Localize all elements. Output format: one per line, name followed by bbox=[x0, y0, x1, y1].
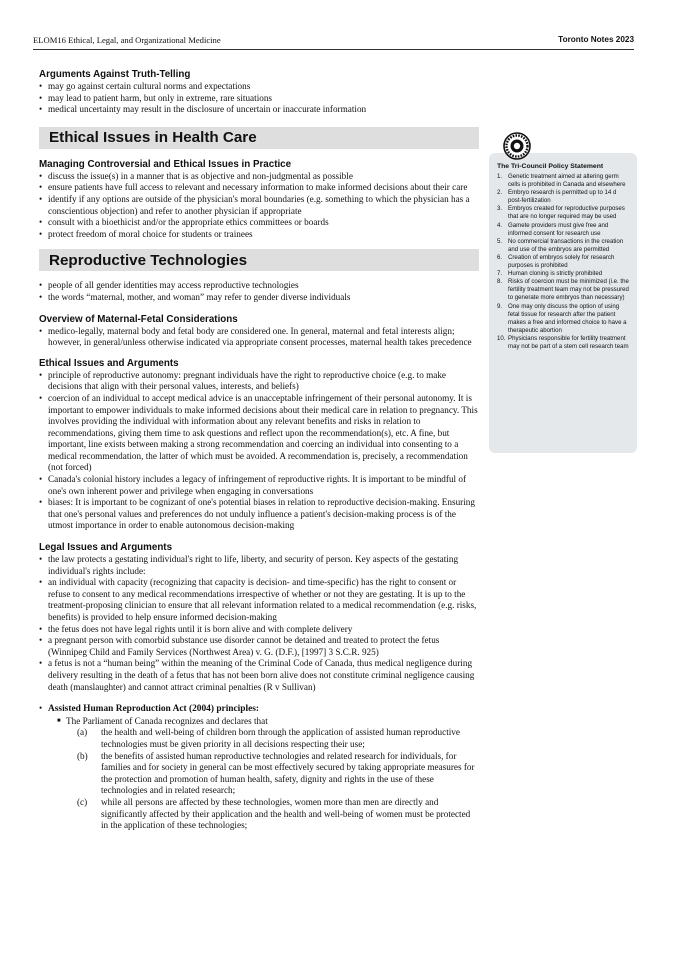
list-item: • people of all gender identities may access reproductive technologies bbox=[39, 280, 479, 292]
overview-heading: Overview of Maternal-Fetal Considerations bbox=[39, 313, 238, 325]
list-item: • the words “maternal, mother, and woman” may refer to gender diverse individuals bbox=[39, 292, 479, 304]
legal-arguments-list bbox=[39, 554, 479, 693]
tri-council-sidebar bbox=[489, 153, 637, 453]
list-item: • consult with a bioethicist and/or the appropriate ethics committees or boards bbox=[39, 217, 479, 229]
list-item: • ensure patients have full access to relevant and necessary information to make informed decisions about their care bbox=[39, 182, 479, 194]
ahra-heading: Assisted Human Reproduction Act (2004) principles: bbox=[48, 704, 260, 715]
ahra-clause bbox=[77, 750, 479, 797]
sidebar-item: 5. No commercial transactions in the creation and use of the embryos are permitted bbox=[497, 237, 624, 253]
sidebar-item: 4. Gamete providers must give free and informed consent for research use bbox=[497, 221, 609, 237]
list-item: • may lead to patient harm, but only in extreme, rare situations bbox=[39, 93, 479, 105]
page-header bbox=[33, 35, 634, 50]
overview-list bbox=[39, 326, 479, 349]
list-item: • principle of reproductive autonomy: pregnant individuals have the right to reproductive choice (e.g. to make decisions that align with their personal values, interests, and beliefs) bbox=[39, 370, 479, 393]
clause-text: the benefits of assisted human reproductive technologies and related research for individuals, for families and for society in general can be most effectively secured by taking appropriate measures for the protection and promotion of human health, safety, dignity and rights in the use of these technologies and in related research; bbox=[101, 750, 475, 796]
tri-council-seal-icon bbox=[503, 132, 531, 160]
sidebar-item: 8. Risks of coercion must be minimized (i.e. the fertility treatment team may not be pressured to generate more embryos than necessary) bbox=[497, 278, 629, 302]
sidebar-list bbox=[497, 173, 631, 351]
list-item: • may go against certain cultural norms and expectations bbox=[39, 81, 479, 93]
section-title-ethical: Ethical Issues in Health Care bbox=[39, 127, 479, 149]
list-item: • a pregnant person with comorbid substance use disorder cannot be detained and treated to protect the fetus (Winnipeg Child and Family Services (Northwest Area) v. G. (D.F.), [1997] 3 S.C.R. 925) bbox=[39, 635, 479, 658]
list-item: • Canada's colonial history includes a legacy of infringement of reproductive rights. It is important to be mindful of one's own inherent power and privilege when engaging in conversations bbox=[39, 474, 479, 497]
list-item: • the law protects a gestating individual's right to life, liberty, and security of person. Key aspects of the gestating individual's rights include: bbox=[39, 554, 479, 577]
sidebar-item: 10. Physicians responsible for fertility treatment may not be part of a stem cell research team bbox=[497, 334, 629, 350]
ahra-clause bbox=[77, 796, 479, 832]
repro-intro-list bbox=[39, 280, 479, 303]
header-edition: Toronto Notes 2023 bbox=[558, 35, 634, 44]
ahra-lead: ■ The Parliament of Canada recognizes and declares that bbox=[57, 716, 479, 728]
clause-text: while all persons are affected by these technologies, women more than men are directly and significantly affected by their application and the health and well-being of women must be protected in the application of these technologies; bbox=[101, 796, 471, 831]
ethical-arguments-list bbox=[39, 370, 479, 532]
sidebar-item: 7. Human cloning is strictly prohibited bbox=[497, 270, 603, 278]
sidebar-title: The Tri-Council Policy Statement bbox=[497, 163, 604, 170]
truth-telling-list bbox=[39, 81, 479, 116]
list-item: • the fetus does not have legal rights until it is born alive and with complete delivery bbox=[39, 624, 479, 636]
clause-label: (b) bbox=[77, 750, 88, 761]
managing-heading: Managing Controversial and Ethical Issues in Practice bbox=[39, 158, 292, 170]
list-item: • medico-legally, maternal body and fetal body are considered one. In general, maternal and fetal interests align; however, in general/unless otherwise indicated via appropriate consent processes, maternal health takes precedence bbox=[39, 326, 479, 349]
sidebar-item: 6. Creation of embryos solely for research purposes is prohibited bbox=[497, 253, 615, 270]
managing-list bbox=[39, 171, 479, 241]
legal-arguments-heading: Legal Issues and Arguments bbox=[39, 542, 173, 554]
ahra-clause bbox=[77, 727, 479, 750]
truth-telling-heading: Arguments Against Truth-Telling bbox=[39, 69, 191, 80]
header-chapter: ELOM16 Ethical, Legal, and Organizational Medicine bbox=[33, 35, 221, 45]
sidebar-item: 9. One may only discuss the option of using fetal tissue for research after the patient makes a free and informed choice to have a therapeutic abortion bbox=[497, 302, 627, 334]
list-item: • an individual with capacity (recognizing that capacity is decision- and time-specific) has the right to consent or refuse to consent to any medical recommendations irrespective of whether or not they are gestating. It is up to the treatment-proposing clinician to ensure that all relevant information related to a medical recommendation (e.g. risks, benefits) is provided to help ensure informed decision-making bbox=[39, 577, 479, 623]
ethical-arguments-heading: Ethical Issues and Arguments bbox=[39, 357, 179, 369]
list-item: • identify if any options are outside of the physician's moral boundaries (e.g. something to which the physician has a conscientious objection) and refer to another physician if appropriate bbox=[39, 194, 479, 217]
main-column bbox=[39, 69, 479, 832]
list-item: • medical uncertainty may result in the disclosure of uncertain or inaccurate information bbox=[39, 104, 479, 116]
ahra-clauses bbox=[57, 727, 479, 831]
clause-text: the health and well-being of children born through the application of assisted human reproductive technologies must be given priority in all decisions respecting their use; bbox=[101, 727, 460, 749]
clause-label: (c) bbox=[77, 796, 88, 807]
list-item: • protect freedom of moral choice for students or trainees bbox=[39, 229, 479, 241]
list-item: • a fetus is not a “human being” within the meaning of the Criminal Code of Canada, thus medical negligence during delivery resulting in the death of a fetus that has not been born alive does not constitute criminal negligence causing death (manslaughter) and cannot attract criminal penalties (R v Sullivan) bbox=[39, 658, 479, 693]
sidebar-item: 1. Genetic treatment aimed at altering germ cells is prohibited in Canada and elsewhere bbox=[497, 173, 626, 189]
ahra-list bbox=[39, 703, 479, 716]
sidebar-item: 2. Embryo research is permitted up to 14 d post-fertilization bbox=[497, 189, 617, 205]
section-title-reproductive: Reproductive Technologies bbox=[39, 249, 479, 271]
list-item: • biases: It is important to be cognizant of one's potential biases in relation to reproductive decision-making. Ensuring that one's personal values and preferences do not unduly influence a patient's decision-making process is of the utmost importance in order to enable autonomous decision-making bbox=[39, 497, 479, 532]
list-item: • coercion of an individual to accept medical advice is an unacceptable infringement of their personal autonomy. It is important to empower individuals to make informed decisions about their medical care in relation to pregnancy. This involves providing the individual with information about any relevant benefits and risks in relation to recommendations, giving them time to ask questions and reflect upon the recommendation(s), etc. A fine, but important, line exists between making a strong recommendation and coercing an individual into consenting to a medical recommendation, the latter of which must be avoided. A recommendation is, precisely, a recommendation (not forced) bbox=[39, 393, 479, 474]
clause-label: (a) bbox=[77, 727, 88, 738]
ahra-body bbox=[39, 716, 479, 832]
list-item bbox=[39, 703, 479, 716]
list-item: • discuss the issue(s) in a manner that is as objective and non-judgmental as possible bbox=[39, 171, 479, 183]
sidebar-item: 3. Embryos created for reproductive purposes that are no longer required may be used bbox=[497, 205, 625, 221]
